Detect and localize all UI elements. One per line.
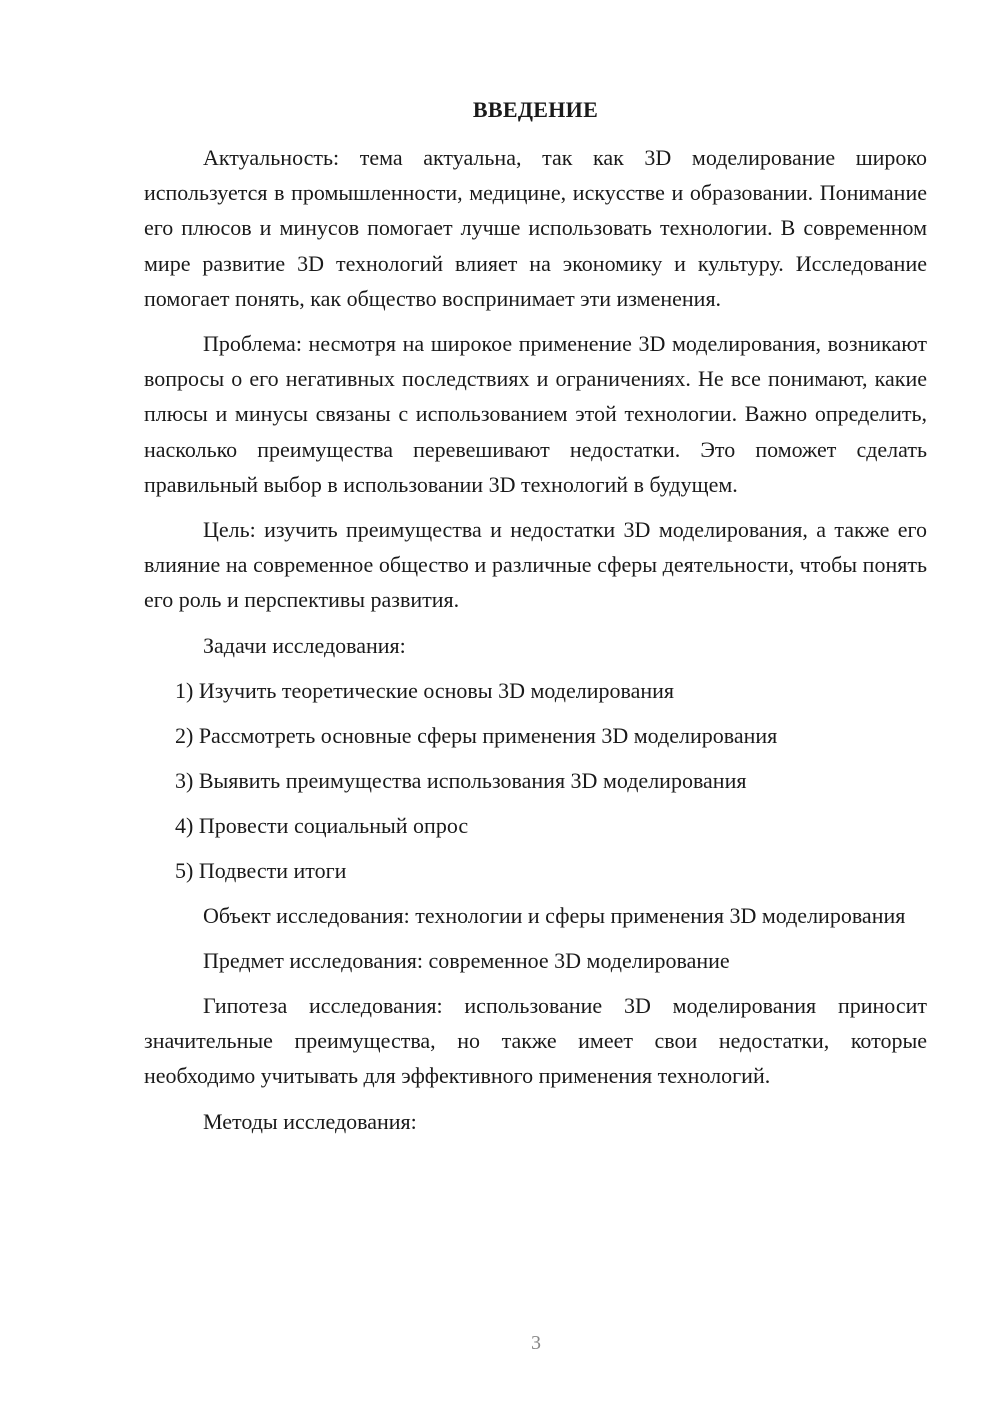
task-item: 4) Провести социальный опрос	[175, 812, 469, 838]
page-number: 3	[531, 1332, 541, 1354]
problem-paragraph: Проблема: несмотря на широкое применение 3D моделирования, возникают вопросы о его негативных последствиях и ограничениях. Не все понимают, какие плюсы и минусы связаны с использованием этой технологии. Важно определить, насколько преимущества перевешивают недостатки. Это поможет сделать правильный выбор в использовании 3D технологий в будущем.	[144, 331, 927, 497]
object-paragraph: Объект исследования: технологии и сферы применения 3D моделирования	[203, 902, 906, 928]
section-heading: ВВЕДЕНИЕ	[472, 97, 599, 122]
tasks-heading: Задачи исследования:	[203, 632, 406, 658]
relevance-paragraph: Актуальность: тема актуальна, так как 3D моделирование широко используется в промышленности, медицине, искусстве и образовании. Понимание его плюсов и минусов помогает лучше использовать технологии. В современном мире развитие 3D технологий влияет на экономику и культуру. Исследование помогает понять, как общество воспринимает эти изменения.	[144, 145, 927, 311]
document-page	[144, 92, 927, 1149]
task-item: 5) Подвести итоги	[175, 857, 347, 883]
goal-paragraph: Цель: изучить преимущества и недостатки 3D моделирования, а также его влияние на современное общество и различные сферы деятельности, чтобы понять его роль и перспективы развития.	[144, 517, 927, 613]
subject-paragraph: Предмет исследования: современное 3D моделирование	[203, 947, 730, 973]
task-item: 2) Рассмотреть основные сферы применения 3D моделирования	[175, 722, 778, 748]
task-item: 1) Изучить теоретические основы 3D моделирования	[175, 677, 674, 703]
methods-heading: Методы исследования:	[203, 1108, 417, 1134]
spacer	[144, 128, 927, 140]
task-item: 3) Выявить преимущества использования 3D моделирования	[175, 767, 747, 793]
hypothesis-paragraph: Гипотеза исследования: использование 3D моделирования приносит значительные преимущества, но также имеет свои недостатки, которые необходимо учитывать для эффективного применения технологий.	[144, 993, 927, 1089]
